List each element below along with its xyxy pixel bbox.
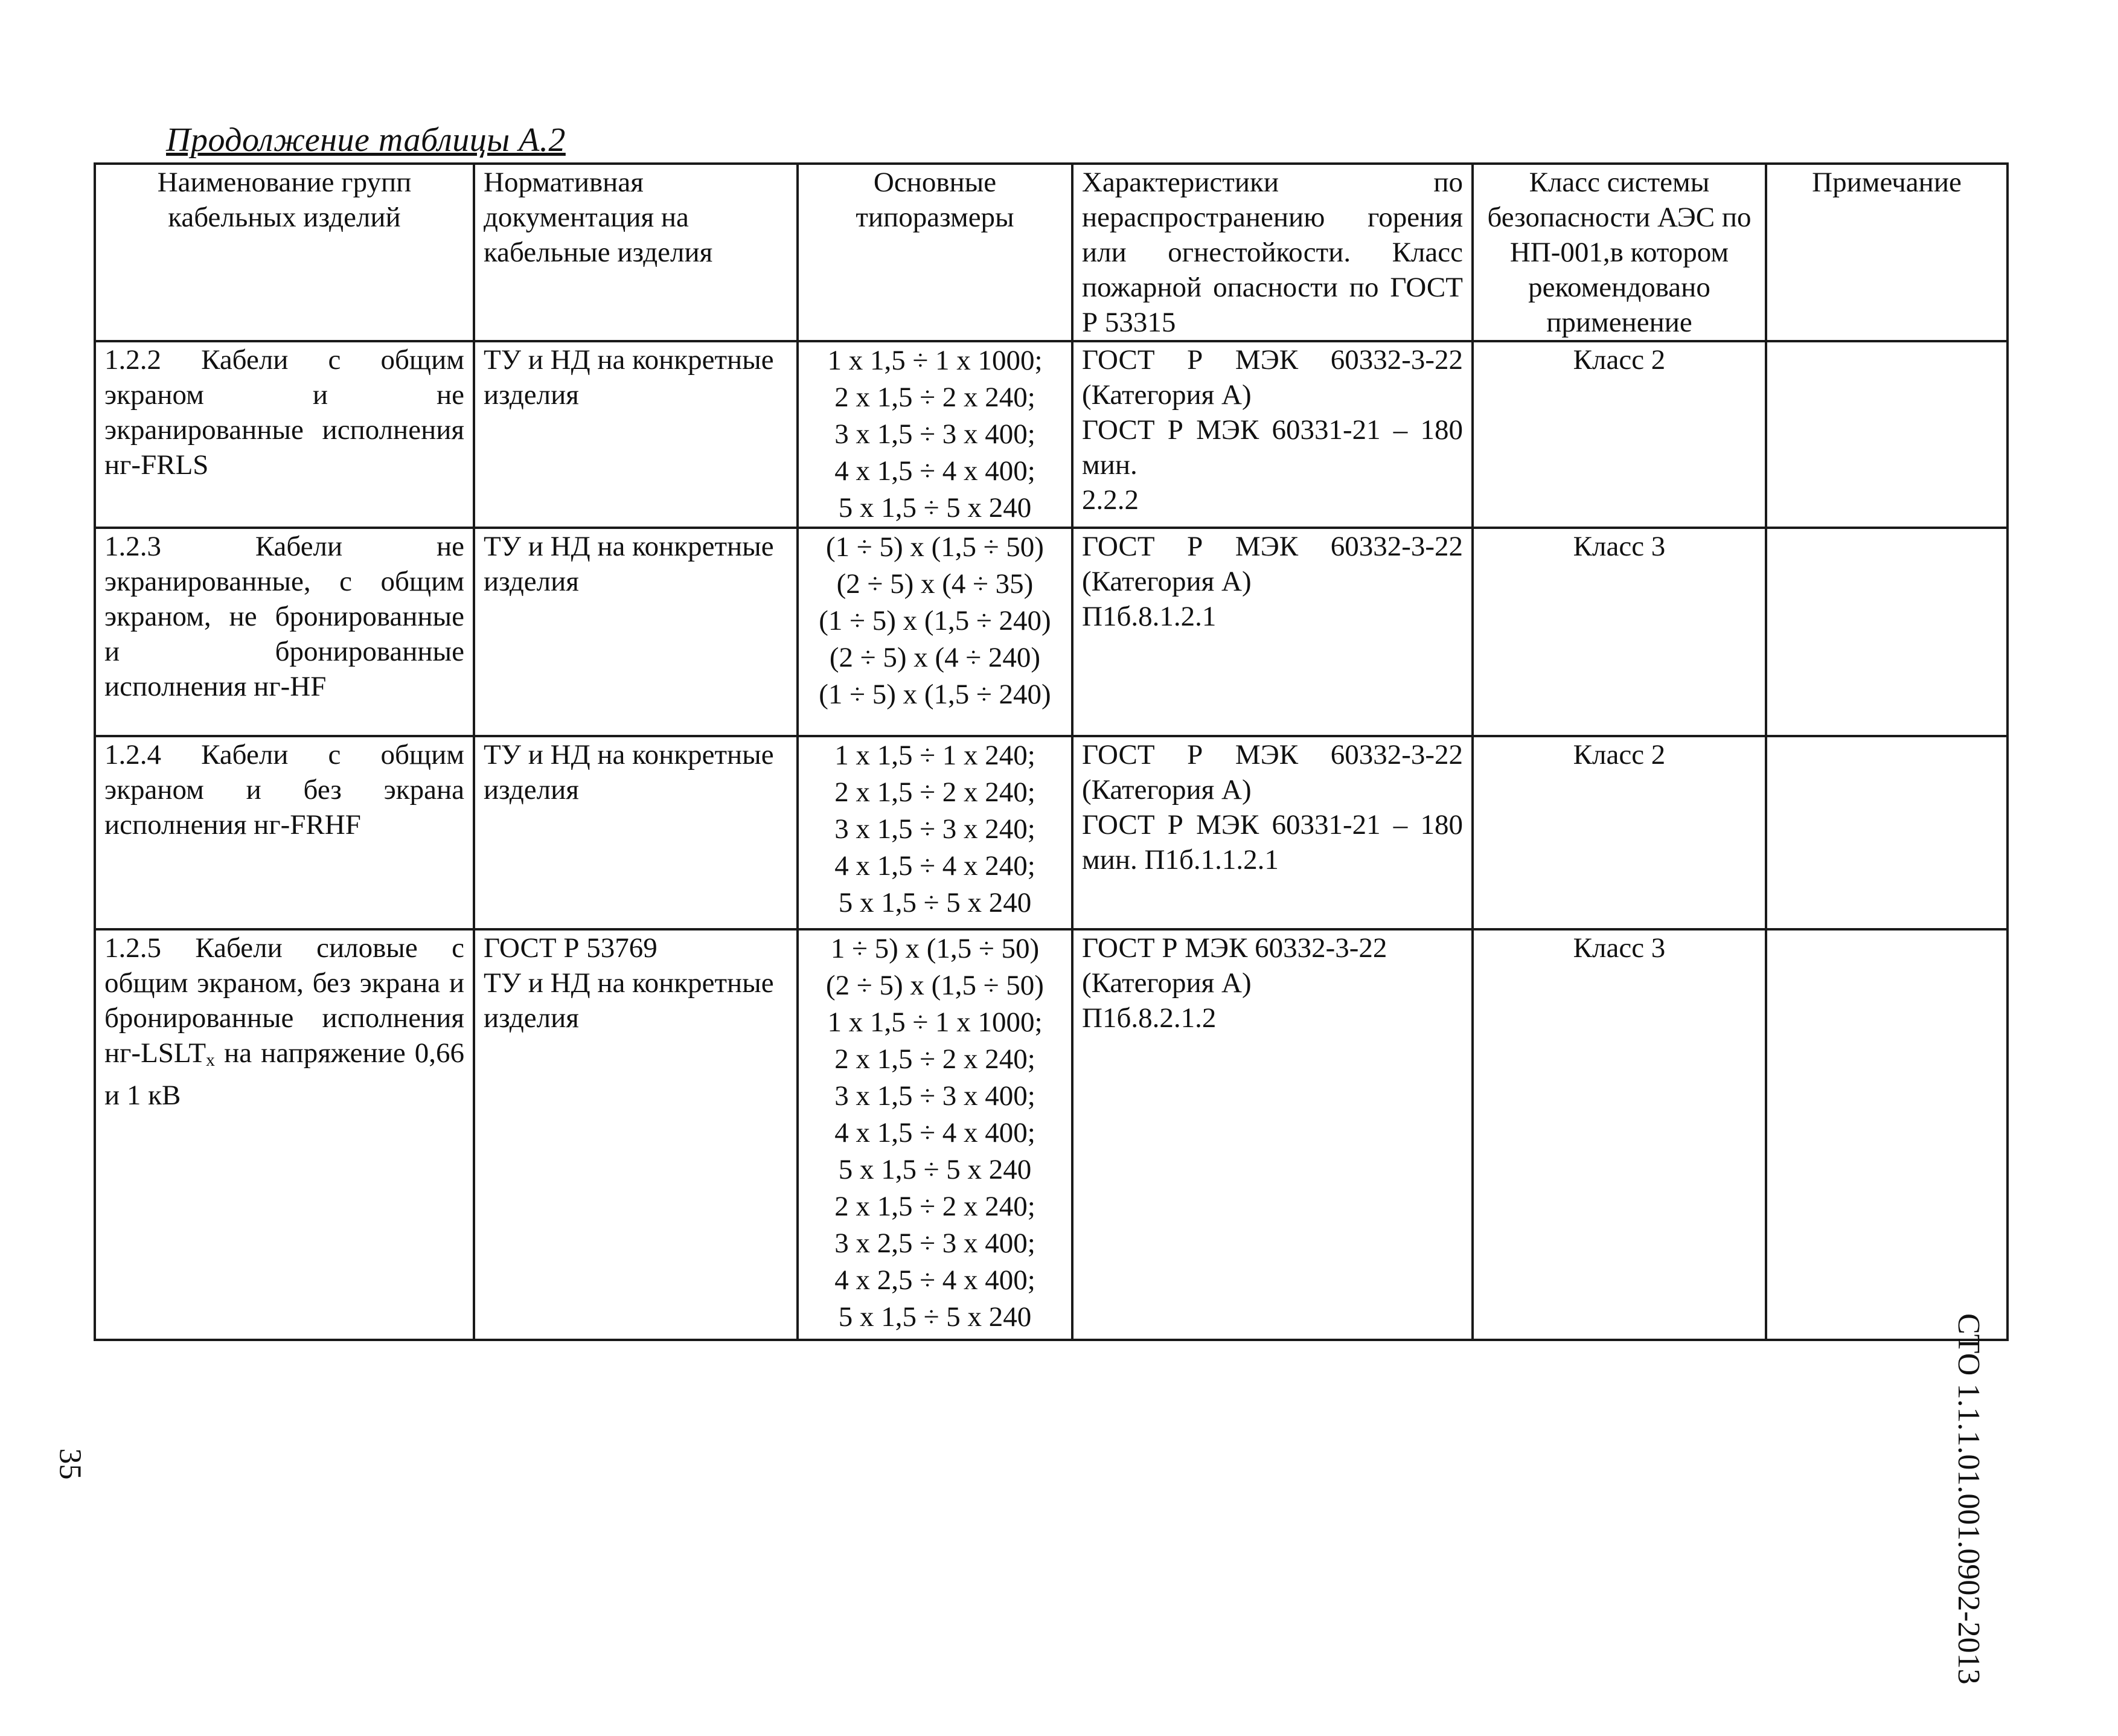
cable-table bbox=[94, 162, 2009, 1341]
table-row bbox=[95, 341, 2008, 528]
row-group-name: 1.2.4 Кабели с общим экраном и без экрана исполнения нг-FRHF bbox=[95, 736, 474, 929]
row-note bbox=[1766, 341, 2008, 528]
row-sizes bbox=[798, 341, 1072, 528]
size-item: 1 х 1,5 ÷ 1 х 1000; bbox=[827, 345, 1043, 376]
size-item: 3 х 1,5 ÷ 3 х 240; bbox=[834, 813, 1035, 845]
table-row bbox=[95, 929, 2008, 1340]
row-docs: ТУ и НД на конкретные изделия bbox=[474, 341, 798, 528]
row-docs: ГОСТ Р 53769 ТУ и НД на конкретные изделия bbox=[474, 929, 798, 1340]
row-characteristics: ГОСТ Р МЭК 60332-3-22 (Категория А) П1б.8.1.2.1 bbox=[1072, 528, 1473, 736]
size-item: (2 ÷ 5) х (4 ÷ 35) bbox=[836, 568, 1034, 600]
size-item: 4 х 1,5 ÷ 4 х 400; bbox=[834, 455, 1035, 487]
size-item: 4 х 1,5 ÷ 4 х 400; bbox=[834, 1117, 1035, 1148]
row-group-name: 1.2.5 Кабели силовые с общим экраном, без экрана и бронированные исполнения $нг-LSLT_x$ на напряжение 0,66 и 1 кВ bbox=[95, 929, 474, 1340]
size-item: 2 х 1,5 ÷ 2 х 240; bbox=[834, 1191, 1035, 1222]
document-code: СТО 1.1.1.01.001.0902-2013 bbox=[1951, 1313, 1986, 1685]
row-docs: ТУ и НД на конкретные изделия bbox=[474, 736, 798, 929]
size-item: (2 ÷ 5) х (4 ÷ 240) bbox=[829, 642, 1041, 673]
row-characteristics: ГОСТ Р МЭК 60332-3-22 (Категория А) П1б.8.2.1.2 bbox=[1072, 929, 1473, 1340]
size-item: 4 х 1,5 ÷ 4 х 240; bbox=[834, 850, 1035, 882]
size-item: 3 х 1,5 ÷ 3 х 400; bbox=[834, 418, 1035, 450]
row-note bbox=[1766, 929, 2008, 1340]
row-safety-class: Класс 3 bbox=[1473, 528, 1766, 736]
size-item: (1 ÷ 5) х (1,5 ÷ 240) bbox=[819, 605, 1051, 636]
header-safety-class: Класс системы безопасности АЭС по НП-001,в котором рекомендовано применение bbox=[1473, 164, 1766, 341]
row-sizes bbox=[798, 736, 1072, 929]
size-item: 5 х 1,5 ÷ 5 х 240 bbox=[838, 1154, 1032, 1185]
size-item: 1 ÷ 5) х (1,5 ÷ 50) bbox=[830, 933, 1040, 964]
row-note bbox=[1766, 736, 2008, 929]
size-item: (2 ÷ 5) х (1,5 ÷ 50) bbox=[826, 970, 1044, 1001]
table-header-row bbox=[95, 164, 2008, 341]
row-sizes bbox=[798, 929, 1072, 1340]
row-safety-class: Класс 2 bbox=[1473, 341, 1766, 528]
size-item: 2 х 1,5 ÷ 2 х 240; bbox=[834, 1043, 1035, 1075]
row-group-name: 1.2.3 Кабели не экранированные, с общим экраном, не бронированные и бронированные исполнения нг-HF bbox=[95, 528, 474, 736]
row-docs: ТУ и НД на конкретные изделия bbox=[474, 528, 798, 736]
size-item: 5 х 1,5 ÷ 5 х 240 bbox=[838, 887, 1032, 918]
header-characteristics: Характеристики по нераспространению горения или огнестойкости. Класс пожарной опасности по ГОСТ Р 53315 bbox=[1072, 164, 1473, 341]
size-item: 1 х 1,5 ÷ 1 х 240; bbox=[834, 740, 1035, 771]
header-group-name: Наименование групп кабельных изделий bbox=[95, 164, 474, 341]
header-note: Примечание bbox=[1766, 164, 2008, 341]
row-safety-class: Класс 3 bbox=[1473, 929, 1766, 1340]
size-item: 2 х 1,5 ÷ 2 х 240; bbox=[834, 777, 1035, 808]
size-item: (1 ÷ 5) х (1,5 ÷ 50) bbox=[826, 531, 1044, 563]
header-sizes: Основные типоразмеры bbox=[798, 164, 1072, 341]
row-characteristics: ГОСТ Р МЭК 60332-3-22 (Категория А) ГОСТ Р МЭК 60331-21 – 180 мин. П1б.1.1.2.1 bbox=[1072, 736, 1473, 929]
size-item: (1 ÷ 5) х (1,5 ÷ 240) bbox=[819, 679, 1051, 710]
row-characteristics: ГОСТ Р МЭК 60332-3-22 (Категория А) ГОСТ Р МЭК 60331-21 – 180 мин. 2.2.2 bbox=[1072, 341, 1473, 528]
page-number: 35 bbox=[53, 1448, 88, 1480]
table-row bbox=[95, 528, 2008, 736]
size-item: 3 х 2,5 ÷ 3 х 400; bbox=[834, 1228, 1035, 1259]
size-item: 2 х 1,5 ÷ 2 х 240; bbox=[834, 382, 1035, 413]
header-docs: Нормативная документация на кабельные изделия bbox=[474, 164, 798, 341]
table-row bbox=[95, 736, 2008, 929]
size-item: 5 х 1,5 ÷ 5 х 240 bbox=[838, 492, 1032, 524]
size-item: 3 х 1,5 ÷ 3 х 400; bbox=[834, 1080, 1035, 1112]
row-safety-class: Класс 2 bbox=[1473, 736, 1766, 929]
table-caption: Продолжение таблицы А.2 bbox=[166, 121, 566, 159]
row-note bbox=[1766, 528, 2008, 736]
row-group-name: 1.2.2 Кабели с общим экраном и не экранированные исполнения нг-FRLS bbox=[95, 341, 474, 528]
size-item: 1 х 1,5 ÷ 1 х 1000; bbox=[827, 1007, 1043, 1038]
row-sizes bbox=[798, 528, 1072, 736]
size-item: 5 х 1,5 ÷ 5 х 240 bbox=[838, 1301, 1032, 1333]
size-item: 4 х 2,5 ÷ 4 х 400; bbox=[834, 1264, 1035, 1296]
